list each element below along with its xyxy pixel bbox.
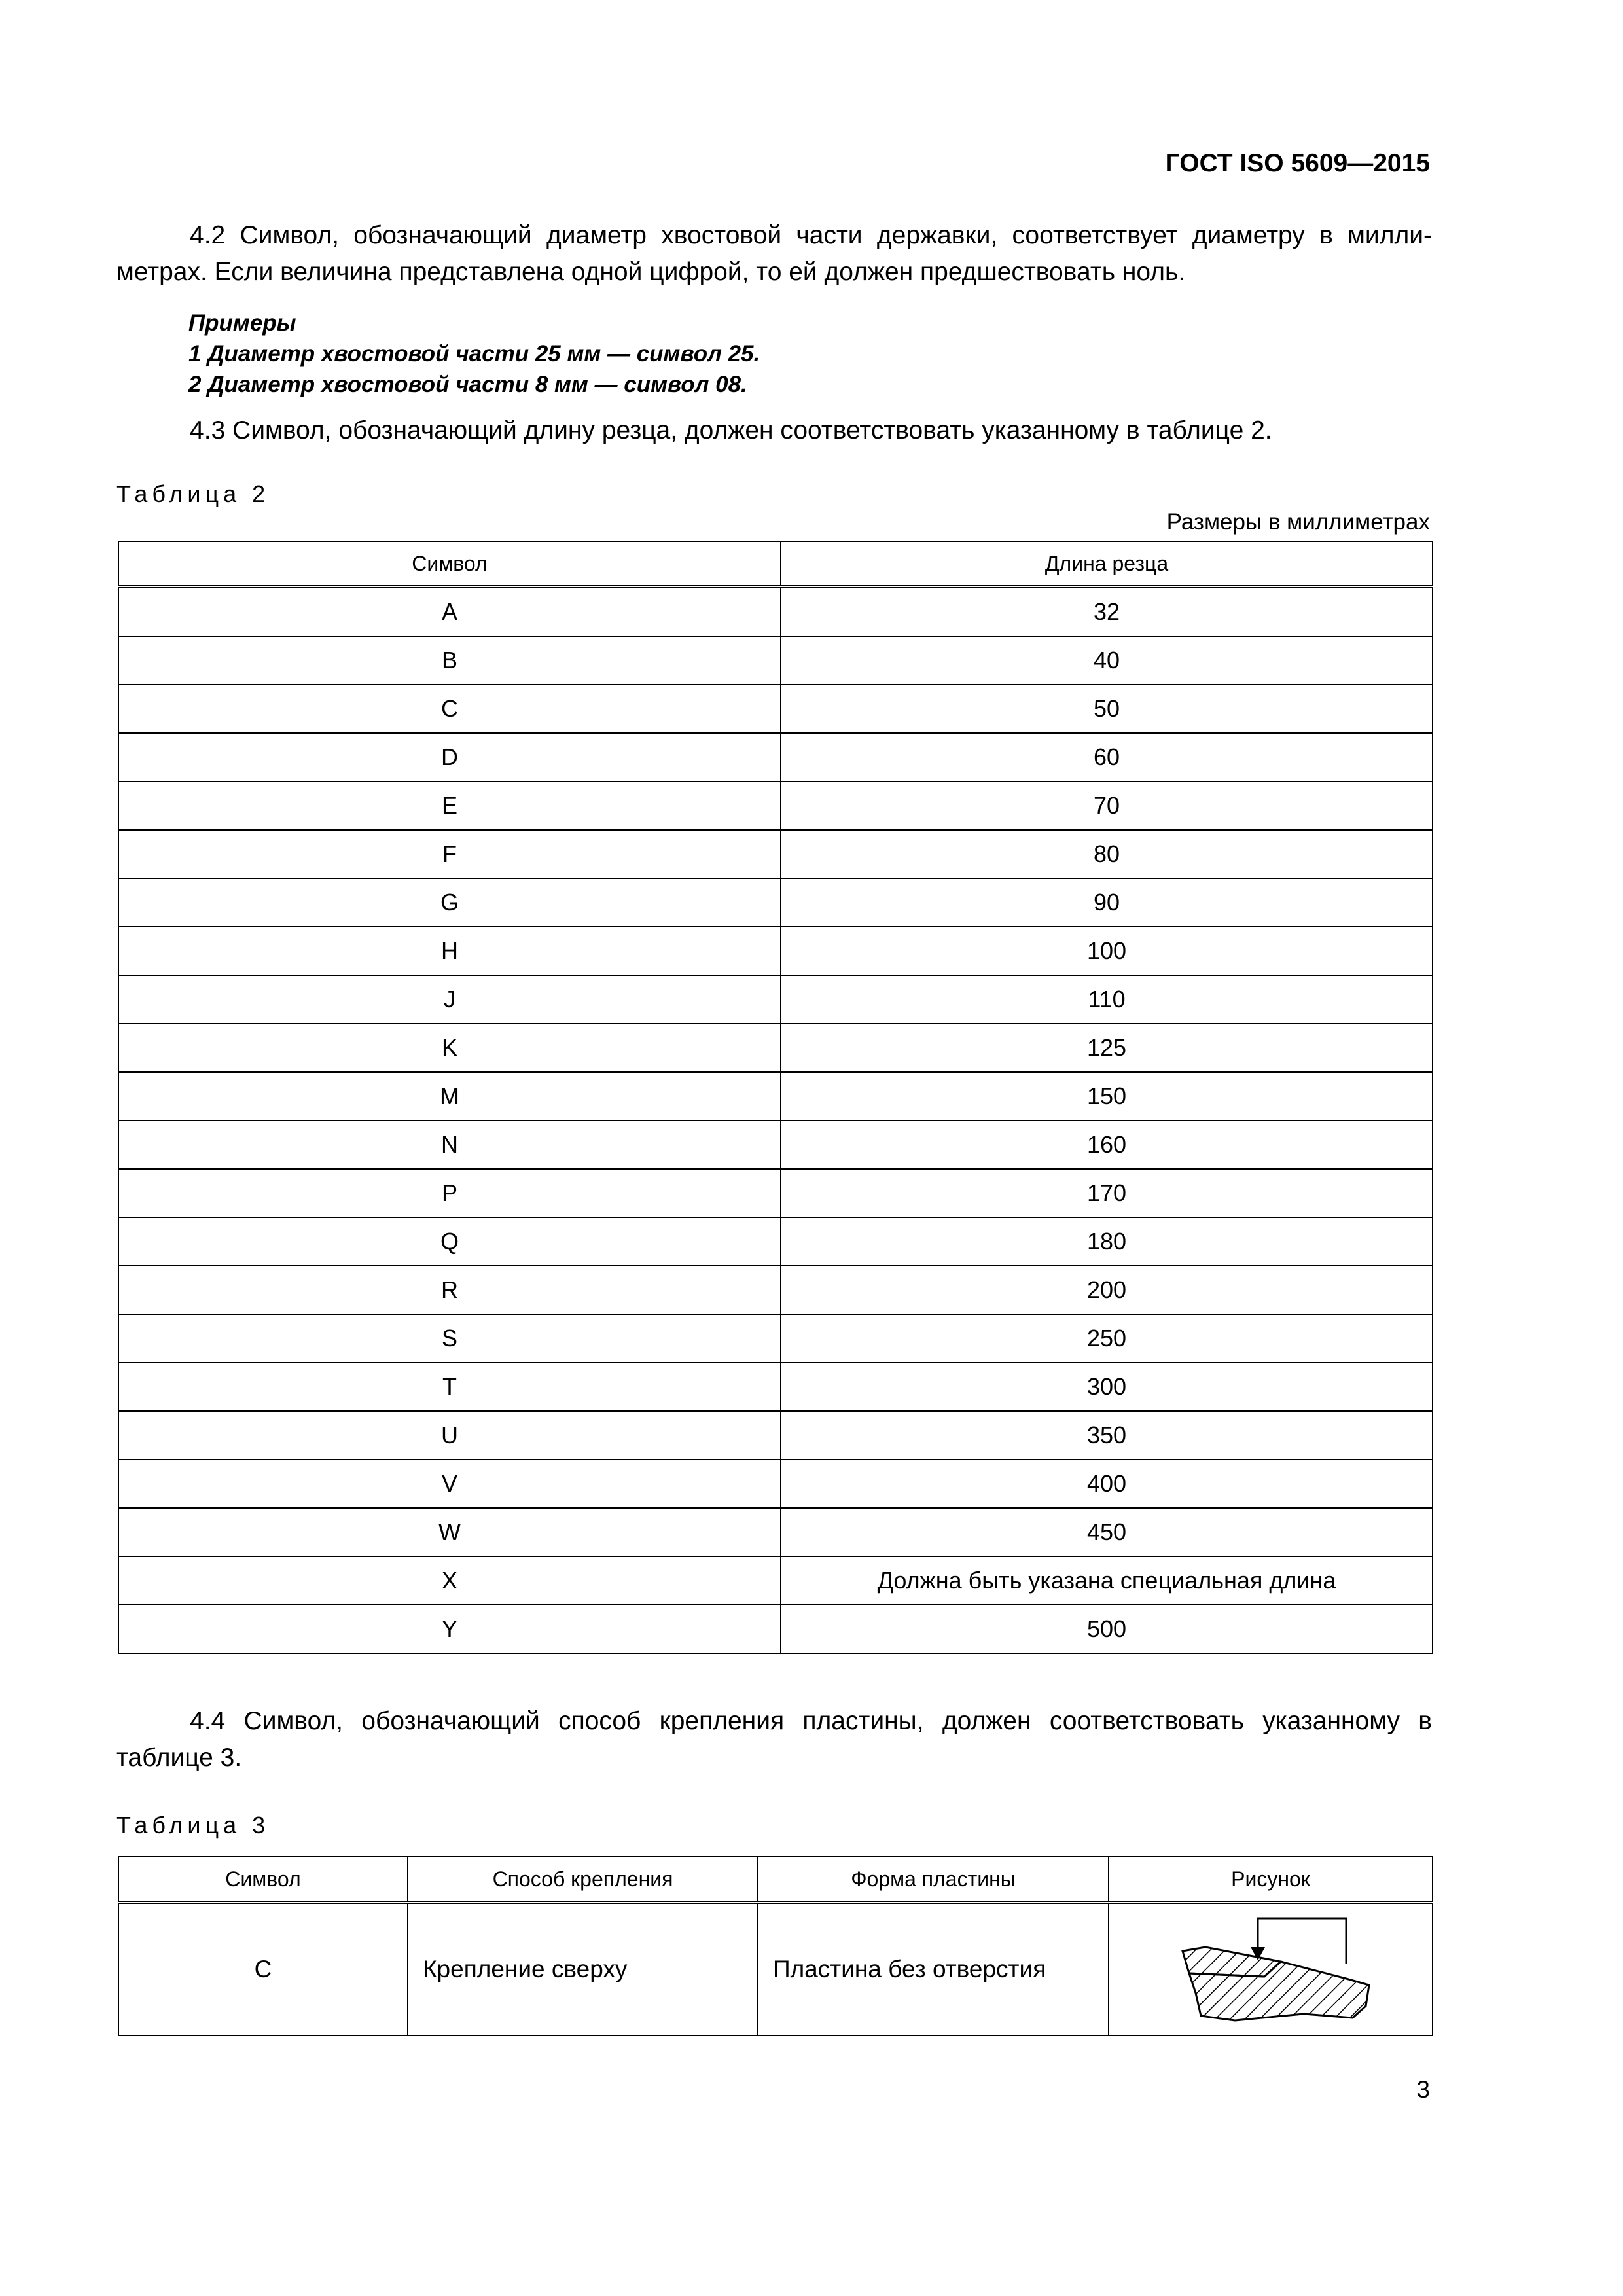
table-row (118, 1266, 1433, 1314)
table-2-cell-length: 90 (781, 878, 1433, 927)
table-2-cell-length: 60 (781, 733, 1433, 781)
table-row (118, 1314, 1433, 1363)
table-2-cell-symbol: E (118, 781, 781, 830)
table-row (118, 781, 1433, 830)
section-4-2-line-1: 4.2 Символ, обозначающий диаметр хвостовой части державки, соответствует диаметру в милли- (190, 221, 1432, 249)
table-2-cell-symbol: G (118, 878, 781, 927)
table-2-cell-symbol: A (118, 587, 781, 637)
table-3-header-row (118, 1857, 1433, 1903)
table-2 (118, 541, 1433, 1654)
table-2-cell-length: 150 (781, 1072, 1433, 1121)
table-3-cell-symbol: C (118, 1903, 408, 2036)
table-2-cell-length: 40 (781, 636, 1433, 685)
table-2-cell-length: 300 (781, 1363, 1433, 1411)
table-2-cell-length: 70 (781, 781, 1433, 830)
table-2-cell-symbol: B (118, 636, 781, 685)
table-row (118, 1169, 1433, 1217)
table-2-cell-symbol: J (118, 975, 781, 1024)
table-row (118, 830, 1433, 878)
table-2-cell-length: 450 (781, 1508, 1433, 1556)
table-row (118, 927, 1433, 975)
table-2-body (118, 587, 1433, 1654)
document-header: ГОСТ ISO 5609—2015 (1165, 149, 1430, 177)
table-row (118, 1605, 1433, 1653)
table-3 (118, 1856, 1433, 2036)
table-2-header-length: Длина резца (781, 541, 1433, 587)
insert-shape (1183, 1947, 1281, 1977)
table-2-cell-length: 500 (781, 1605, 1433, 1653)
section-4-4 (116, 1703, 1432, 1776)
table-2-cell-length: 200 (781, 1266, 1433, 1314)
table-2-cell-symbol: S (118, 1314, 781, 1363)
table-2-cell-length: 80 (781, 830, 1433, 878)
table-row (118, 1411, 1433, 1460)
section-4-3-text: 4.3 Символ, обозначающий длину резца, должен соответствовать указанному в таблице 2. (190, 416, 1272, 444)
table-2-cell-symbol: Q (118, 1217, 781, 1266)
table-2-cell-length: 350 (781, 1411, 1433, 1460)
table-row (118, 1556, 1433, 1605)
table-2-header-row (118, 541, 1433, 587)
table-2-cell-symbol: D (118, 733, 781, 781)
table-2-cell-length: 100 (781, 927, 1433, 975)
clamp-arrow-line (1258, 1918, 1346, 1964)
table-row (118, 1903, 1433, 2036)
table-2-cell-symbol: F (118, 830, 781, 878)
table-3-header-symbol: Символ (118, 1857, 408, 1903)
table-2-cell-symbol: U (118, 1411, 781, 1460)
table-row (118, 1460, 1433, 1508)
table-2-cell-symbol: V (118, 1460, 781, 1508)
table-row (118, 1508, 1433, 1556)
table-2-cell-length: 180 (781, 1217, 1433, 1266)
table-2-cell-symbol: C (118, 685, 781, 733)
table-row (118, 1217, 1433, 1266)
table-3-header-clamping: Способ крепления (408, 1857, 758, 1903)
table-2-cell-symbol: T (118, 1363, 781, 1411)
table-row (118, 1121, 1433, 1169)
section-4-4-line-1: 4.4 Символ, обозначающий способ крепления пластины, должен соответствовать указанному в (190, 1707, 1432, 1735)
table-3-header-insert-form: Форма пластины (758, 1857, 1109, 1903)
table-2-caption: Таблица 2 (116, 480, 270, 507)
table-2-cell-symbol: P (118, 1169, 781, 1217)
table-2-cell-symbol: Y (118, 1605, 781, 1653)
table-2-header-symbol: Символ (118, 541, 781, 587)
section-4-4-line-2: таблице 3. (116, 1744, 242, 1772)
example-item-2: 2 Диаметр хвостовой части 8 мм — символ 08. (188, 372, 747, 397)
table-2-cell-length: 32 (781, 587, 1433, 637)
table-2-cell-symbol: X (118, 1556, 781, 1605)
example-item-1: 1 Диаметр хвостовой части 25 мм — символ 25. (188, 341, 760, 367)
table-row (118, 685, 1433, 733)
table-row (118, 1072, 1433, 1121)
page-number: 3 (1416, 2076, 1430, 2103)
table-2-cell-length: Должна быть указана специальная длина (781, 1556, 1433, 1605)
table-3-cell-insert-form: Пластина без отверстия (758, 1903, 1109, 2036)
table-2-cell-length: 160 (781, 1121, 1433, 1169)
table-row (118, 636, 1433, 685)
table-2-cell-length: 400 (781, 1460, 1433, 1508)
table-2-cell-symbol: R (118, 1266, 781, 1314)
top-clamping-drawing (1163, 1908, 1379, 2026)
table-2-cell-symbol: M (118, 1072, 781, 1121)
table-row (118, 1363, 1433, 1411)
table-2-cell-symbol: N (118, 1121, 781, 1169)
table-2-cell-length: 170 (781, 1169, 1433, 1217)
table-row (118, 1024, 1433, 1072)
table-row (118, 587, 1433, 637)
examples-heading: Примеры (188, 310, 296, 336)
section-4-3 (116, 412, 1432, 449)
table-row (118, 733, 1433, 781)
table-row (118, 975, 1433, 1024)
table-3-caption: Таблица 3 (116, 1812, 270, 1839)
table-2-cell-symbol: H (118, 927, 781, 975)
table-2-cell-length: 125 (781, 1024, 1433, 1072)
table-3-cell-figure (1109, 1903, 1433, 2036)
table-2-cell-symbol: K (118, 1024, 781, 1072)
table-2-cell-symbol: W (118, 1508, 781, 1556)
section-4-2-line-2: метрах. Если величина представлена одной цифрой, то ей должен предшествовать ноль. (116, 258, 1186, 286)
table-3-cell-clamping: Крепление сверху (408, 1903, 758, 2036)
table-2-cell-length: 110 (781, 975, 1433, 1024)
table-2-units: Размеры в миллиметрах (1166, 509, 1430, 535)
table-2-cell-length: 250 (781, 1314, 1433, 1363)
table-3-header-figure: Рисунок (1109, 1857, 1433, 1903)
table-2-cell-length: 50 (781, 685, 1433, 733)
table-row (118, 878, 1433, 927)
section-4-2 (116, 217, 1432, 291)
